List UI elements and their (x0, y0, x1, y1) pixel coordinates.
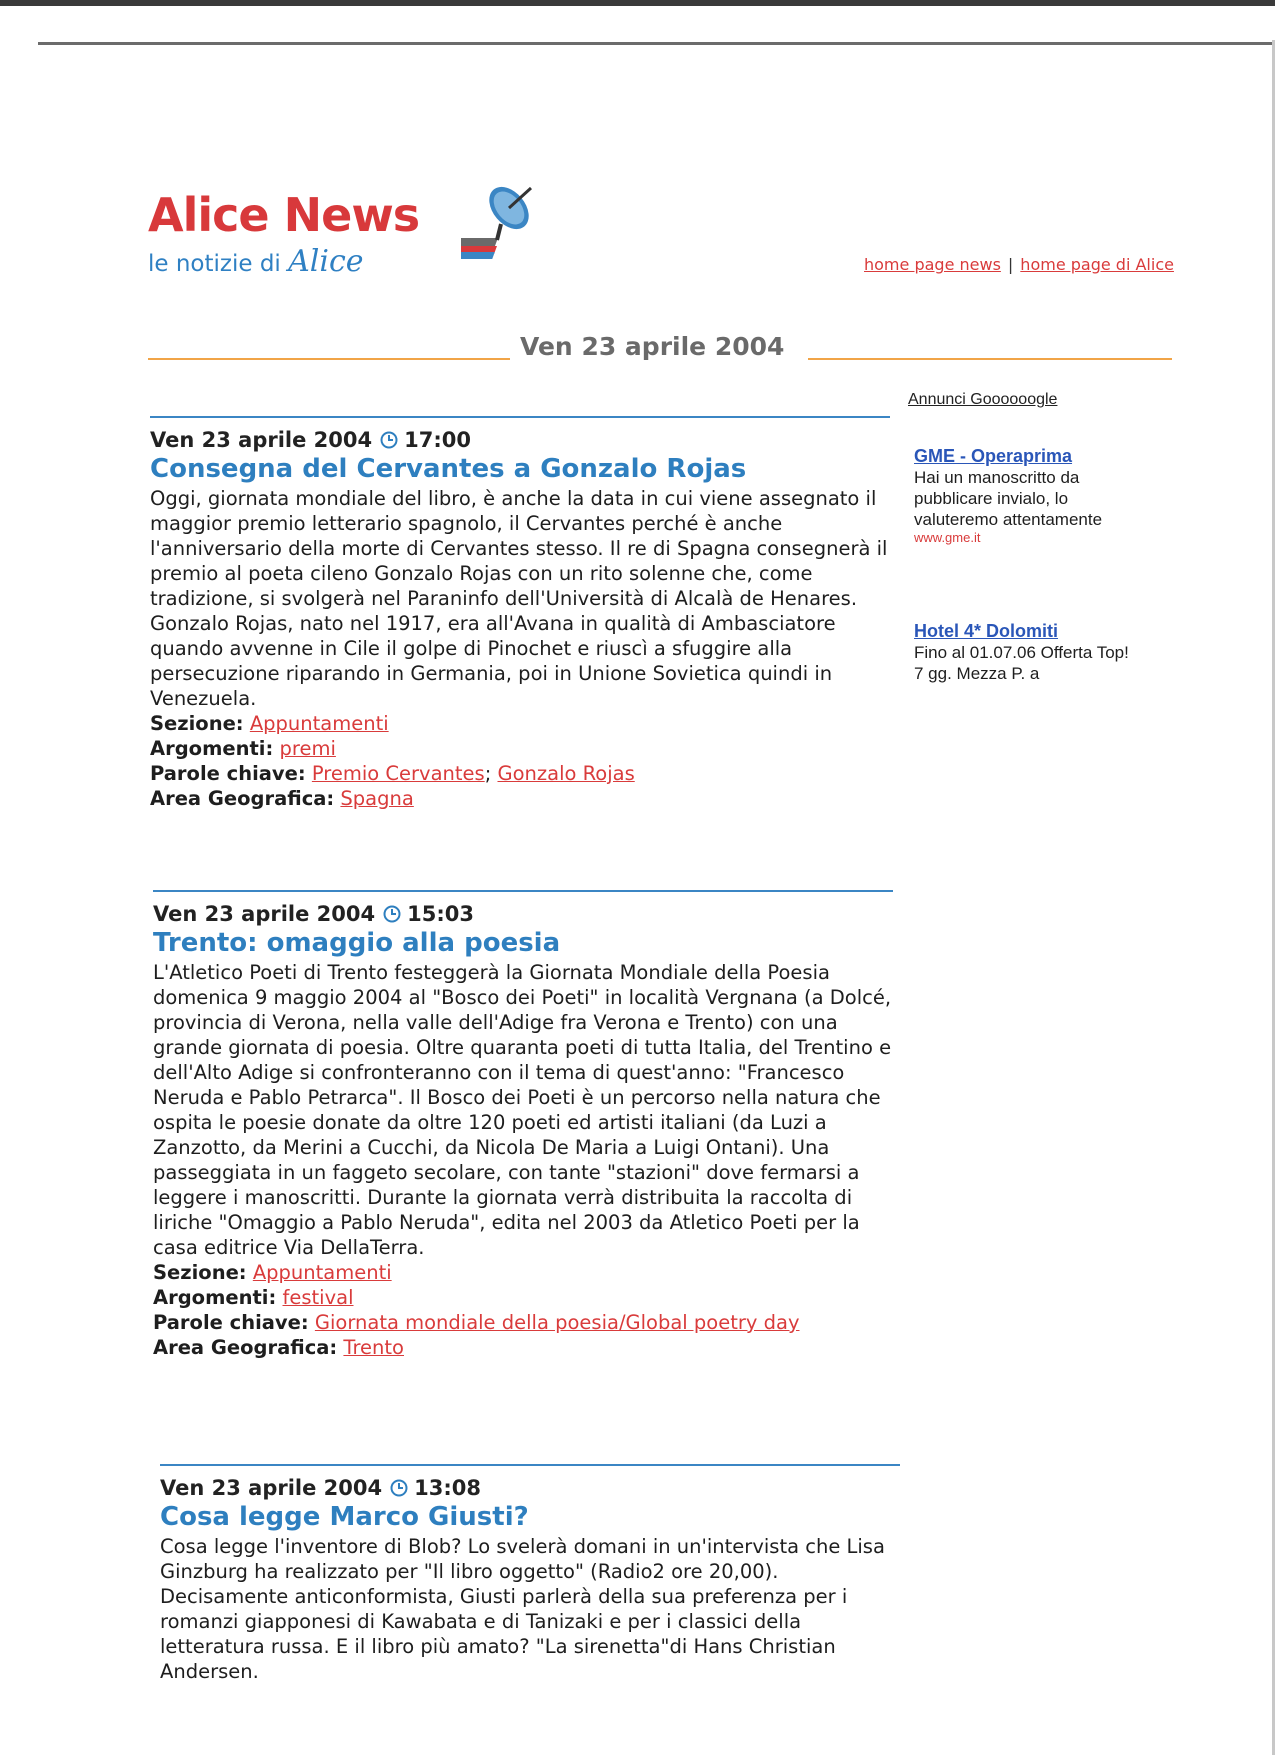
news-article (150, 416, 890, 811)
ad-item[interactable] (914, 621, 1134, 684)
ad-item[interactable] (914, 446, 1154, 545)
top-links (864, 255, 1174, 274)
link-separator: | (1007, 255, 1014, 274)
parole-chiave-link[interactable]: Giornata mondiale della poesia/Global poetry day (314, 1311, 800, 1334)
news-article (160, 1464, 900, 1684)
date-band (148, 330, 1172, 370)
date-band-rule-left (148, 358, 510, 360)
home-page-alice-link[interactable]: home page di Alice (1020, 255, 1174, 274)
site-logo[interactable] (148, 188, 548, 278)
satellite-dish-icon (461, 180, 551, 270)
tag-label: Area Geografica: (153, 1336, 338, 1359)
sezione-link[interactable]: Appuntamenti (249, 712, 389, 735)
date-band-rule-right (808, 358, 1172, 360)
article-title[interactable]: Cosa legge Marco Giusti? (160, 1502, 529, 1532)
article-date: Ven 23 aprile 2004 (153, 902, 376, 926)
article-rule (150, 416, 890, 418)
logo-script: Alice (288, 244, 364, 279)
article-rule (153, 890, 893, 892)
tag-label: Parole chiave: (153, 1311, 309, 1334)
tag-label: Sezione: (150, 712, 244, 735)
article-title[interactable]: Consegna del Cervantes a Gonzalo Rojas (150, 454, 747, 484)
argomenti-link[interactable]: premi (279, 737, 336, 760)
ads-header[interactable]: Annunci Goooooogle (908, 391, 1058, 408)
article-body: L'Atletico Poeti di Trento festeggerà la Giornata Mondiale della Poesia domenica 9 maggio 2004 al "Bosco dei Poeti" in località Vergnana (a Dolcé, provincia di Verona, nella valle dell'Adige fra Verona e Trento) con una grande giornata di poesia. Oltre quaranta poeti di tutta Italia, del Trentino e dell'Alto Adige si confronteranno con il tema di quest'anno: "Francesco Neruda e Pablo Petrarca". Il Bosco dei Poeti è un percorso nella natura che ospita le poesie donate da oltre 120 poeti ed artisti italiani (da Luzi a Zanzotto, da Merini a Cucchi, da Nicola De Maria a Luigi Ontani). Una passeggiata in un faggeto secolare, con tante "stazioni" dove fermarsi a leggere i manoscritti. Durante la giornata verrà distribuita la raccolta di liriche "Omaggio a Pablo Neruda", edita nel 2003 da Atletico Poeti per la casa editrice Via DellaTerra. (153, 961, 892, 1259)
article-meta (153, 902, 893, 926)
tag-label: Sezione: (153, 1261, 247, 1284)
article-date: Ven 23 aprile 2004 (160, 1476, 383, 1500)
article-body: Oggi, giornata mondiale del libro, è anche la data in cui viene assegnato il maggior premio letterario spagnolo, il Cervantes perché è anche l'anniversario della morte di Cervantes stesso. Il re di Spagna consegnerà il premio al poeta cileno Gonzalo Rojas con un rito solenne che, come tradizione, si svolgerà nel Paraninfo dell'Università di Alcalà de Henares. Gonzalo Rojas, nato nel 1917, era all'Avana in qualità di Ambasciatore quando avvenne in Cile il golpe di Pinochet e riuscì a sfuggire alla persecuzione riparando in Germania, poi in Unione Sovietica quindi in Venezuela. (150, 487, 888, 710)
article-body: Cosa legge l'inventore di Blob? Lo svelerà domani in un'intervista che Lisa Ginzburg ha realizzato per "Il libro oggetto" (Radio2 ore 20,00). Decisamente anticonformista, Giusti parlerà della sua preferenza per i romanzi giapponesi di Kawabata e di Tanizaki e per i classici della letteratura russa. E il libro più amato? "La sirenetta"di Hans Christian Andersen. (160, 1535, 885, 1683)
article-tags (153, 1260, 893, 1360)
article-title[interactable]: Trento: omaggio alla poesia (153, 928, 561, 958)
clock-icon (383, 905, 401, 923)
clock-icon (380, 431, 398, 449)
tag-label: Argomenti: (153, 1286, 277, 1309)
tag-label: Argomenti: (150, 737, 274, 760)
article-time: 13:08 (414, 1476, 481, 1500)
tag-label: Parole chiave: (150, 762, 306, 785)
article-time: 17:00 (404, 428, 471, 452)
article-tags: Sezione: Appuntamenti Argomenti: premi Parole chiave: Premio Cervantes; Gonzalo Rojas Area Geografica: Spagna (150, 712, 635, 810)
ad-title[interactable]: GME - Operaprima (914, 446, 1073, 466)
article-meta (160, 1476, 900, 1500)
area-geografica-link[interactable]: Spagna (340, 787, 414, 810)
article-meta (150, 428, 890, 452)
logo-sub-text: le notizie di (148, 251, 281, 277)
clock-icon (390, 1479, 408, 1497)
article-rule (160, 1464, 900, 1466)
scan-rule (38, 42, 1275, 45)
ad-text: Fino al 01.07.06 Offerta Top! 7 gg. Mezza P. a (914, 643, 1129, 683)
home-page-news-link[interactable]: home page news (864, 255, 1001, 274)
argomenti-link[interactable]: festival (282, 1286, 354, 1309)
parole-chiave-link[interactable]: Gonzalo Rojas (497, 762, 635, 785)
news-article (153, 890, 893, 1360)
ad-url[interactable]: www.gme.it (914, 530, 981, 545)
logo-subtitle (148, 244, 364, 279)
article-time: 15:03 (407, 902, 474, 926)
logo-title: Alice News (148, 188, 420, 242)
date-band-text: Ven 23 aprile 2004 (520, 332, 785, 361)
sezione-link[interactable]: Appuntamenti (252, 1261, 392, 1284)
tag-label: Area Geografica: (150, 787, 335, 810)
ad-title[interactable]: Hotel 4* Dolomiti (914, 621, 1059, 641)
area-geografica-link[interactable]: Trento (343, 1336, 404, 1359)
parole-chiave-link[interactable]: Premio Cervantes (311, 762, 485, 785)
ad-text: Hai un manoscritto da pubblicare invialo, lo valuteremo attentamente (914, 468, 1103, 529)
article-date: Ven 23 aprile 2004 (150, 428, 373, 452)
scan-top-edge (0, 0, 1275, 6)
